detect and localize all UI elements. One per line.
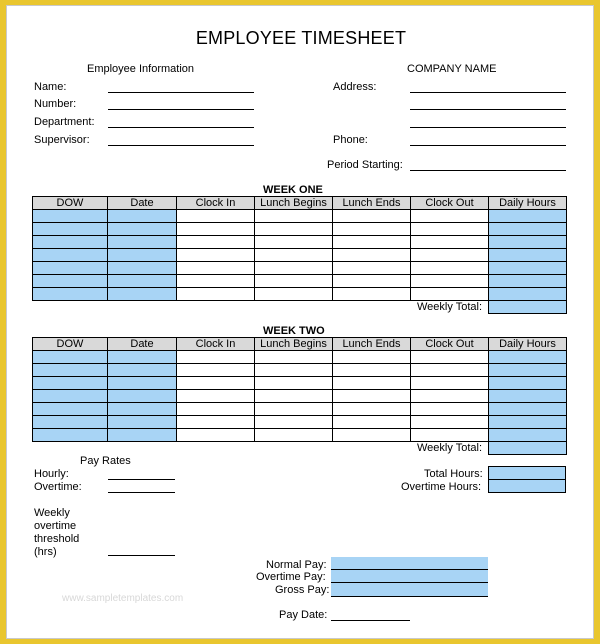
column-header: Lunch Begins [255, 197, 333, 210]
timesheet-cell[interactable] [333, 288, 411, 301]
timesheet-cell[interactable] [411, 403, 489, 416]
weekly-total-label: Weekly Total: [416, 301, 482, 314]
timesheet-cell[interactable] [489, 390, 567, 403]
timesheet-cell[interactable] [33, 236, 108, 249]
employee-info-heading: Employee Information [87, 63, 194, 75]
weekly-total-label: Weekly Total: [416, 442, 482, 455]
phone-label: Phone: [333, 134, 368, 146]
timesheet-cell[interactable] [108, 429, 177, 442]
timesheet-cell[interactable] [333, 262, 411, 275]
table-row [33, 288, 567, 301]
table-row [33, 364, 567, 377]
hourly-label: Hourly: [34, 468, 69, 480]
timesheet-cell[interactable] [333, 364, 411, 377]
overtime-label: Overtime: [34, 481, 82, 493]
column-header: Daily Hours [489, 197, 567, 210]
table-row [33, 262, 567, 275]
table-row [33, 403, 567, 416]
pay-amounts-box[interactable] [331, 557, 488, 597]
week-two-table [32, 337, 567, 455]
timesheet-cell[interactable] [33, 377, 108, 390]
timesheet-cell[interactable] [33, 288, 108, 301]
column-header: Daily Hours [489, 338, 567, 351]
department-label: Department: [34, 116, 95, 128]
timesheet-cell[interactable] [411, 390, 489, 403]
timesheet-cell[interactable] [411, 288, 489, 301]
total-hours-label: Total Hours: [424, 468, 483, 480]
weekly-total-box[interactable] [489, 442, 567, 455]
timesheet-cell[interactable] [489, 377, 567, 390]
timesheet-cell[interactable] [333, 236, 411, 249]
timesheet-cell[interactable] [108, 210, 177, 223]
timesheet-cell[interactable] [108, 262, 177, 275]
timesheet-page [6, 5, 594, 639]
timesheet-cell[interactable] [108, 390, 177, 403]
table-row [33, 351, 567, 364]
timesheet-cell[interactable] [108, 351, 177, 364]
timesheet-cell[interactable] [177, 364, 255, 377]
timesheet-cell[interactable] [255, 288, 333, 301]
timesheet-cell[interactable] [255, 262, 333, 275]
column-header: Lunch Begins [255, 338, 333, 351]
column-header: DOW [33, 197, 108, 210]
weekly-total-row [33, 301, 567, 314]
timesheet-cell[interactable] [411, 429, 489, 442]
timesheet-cell[interactable] [33, 223, 108, 236]
timesheet-cell[interactable] [33, 429, 108, 442]
timesheet-cell[interactable] [411, 223, 489, 236]
column-header: Clock In [177, 197, 255, 210]
pay-date-label: Pay Date: [279, 609, 328, 621]
table-row [33, 210, 567, 223]
timesheet-cell[interactable] [255, 275, 333, 288]
timesheet-cell[interactable] [489, 351, 567, 364]
timesheet-cell[interactable] [489, 416, 567, 429]
timesheet-cell[interactable] [108, 249, 177, 262]
supervisor-field[interactable] [108, 145, 254, 146]
number-field[interactable] [108, 109, 254, 110]
week-two-heading: WEEK TWO [263, 325, 325, 337]
timesheet-cell[interactable] [489, 364, 567, 377]
weekly-total-box[interactable] [489, 301, 567, 314]
timesheet-cell[interactable] [108, 416, 177, 429]
timesheet-cell[interactable] [333, 249, 411, 262]
table-row [33, 390, 567, 403]
number-label: Number: [34, 98, 77, 110]
timesheet-cell[interactable] [33, 249, 108, 262]
timesheet-cell[interactable] [489, 236, 567, 249]
timesheet-cell[interactable] [177, 236, 255, 249]
table-row [33, 275, 567, 288]
timesheet-cell[interactable] [489, 249, 567, 262]
timesheet-cell[interactable] [333, 351, 411, 364]
timesheet-cell[interactable] [255, 351, 333, 364]
name-field[interactable] [108, 92, 254, 93]
overtime-field[interactable] [108, 492, 175, 493]
timesheet-cell[interactable] [333, 390, 411, 403]
timesheet-cell[interactable] [333, 429, 411, 442]
timesheet-cell[interactable] [255, 390, 333, 403]
timesheet-cell[interactable] [489, 403, 567, 416]
threshold-label: Weekly overtime threshold (hrs) [34, 507, 80, 558]
timesheet-cell[interactable] [108, 236, 177, 249]
timesheet-cell[interactable] [411, 236, 489, 249]
timesheet-cell[interactable] [255, 249, 333, 262]
period-starting-label: Period Starting: [327, 159, 403, 171]
timesheet-cell[interactable] [108, 275, 177, 288]
column-header: DOW [33, 338, 108, 351]
timesheet-cell[interactable] [411, 249, 489, 262]
overtime-hours-box[interactable] [488, 479, 566, 493]
timesheet-cell[interactable] [255, 236, 333, 249]
company-name-heading: COMPANY NAME [407, 63, 497, 75]
timesheet-cell[interactable] [108, 364, 177, 377]
weekly-total-row [33, 442, 567, 455]
column-header: Clock In [177, 338, 255, 351]
timesheet-cell[interactable] [33, 210, 108, 223]
table-row [33, 416, 567, 429]
timesheet-cell[interactable] [33, 364, 108, 377]
timesheet-cell[interactable] [33, 390, 108, 403]
timesheet-cell[interactable] [177, 275, 255, 288]
timesheet-cell[interactable] [489, 223, 567, 236]
pay-rates-heading: Pay Rates [80, 455, 131, 467]
timesheet-cell[interactable] [411, 416, 489, 429]
timesheet-cell[interactable] [411, 351, 489, 364]
timesheet-cell[interactable] [108, 223, 177, 236]
timesheet-cell[interactable] [177, 210, 255, 223]
timesheet-cell[interactable] [255, 364, 333, 377]
supervisor-label: Supervisor: [34, 134, 90, 146]
timesheet-cell[interactable] [177, 403, 255, 416]
column-header: Date [108, 338, 177, 351]
timesheet-cell[interactable] [33, 416, 108, 429]
timesheet-cell[interactable] [411, 377, 489, 390]
timesheet-cell[interactable] [177, 377, 255, 390]
timesheet-cell[interactable] [177, 249, 255, 262]
timesheet-cell[interactable] [411, 210, 489, 223]
column-header: Date [108, 197, 177, 210]
column-header: Lunch Ends [333, 197, 411, 210]
hourly-field[interactable] [108, 479, 175, 480]
timesheet-cell[interactable] [177, 262, 255, 275]
period-starting-field[interactable] [410, 170, 566, 171]
timesheet-cell[interactable] [333, 416, 411, 429]
table-row [33, 223, 567, 236]
table-row [33, 236, 567, 249]
week-one-table [32, 196, 567, 314]
normal-pay-label: Normal Pay: [266, 559, 327, 571]
timesheet-cell[interactable] [33, 275, 108, 288]
timesheet-cell[interactable] [177, 288, 255, 301]
phone-field[interactable] [410, 145, 566, 146]
timesheet-cell[interactable] [177, 416, 255, 429]
timesheet-cell[interactable] [177, 390, 255, 403]
timesheet-cell[interactable] [333, 377, 411, 390]
address-label: Address: [333, 81, 377, 93]
timesheet-cell[interactable] [177, 223, 255, 236]
overtime-hours-label: Overtime Hours: [401, 481, 482, 493]
timesheet-cell[interactable] [255, 223, 333, 236]
watermark: www.sampletemplates.com [62, 593, 184, 604]
page-title: EMPLOYEE TIMESHEET [195, 28, 407, 48]
timesheet-cell[interactable] [177, 351, 255, 364]
overtime-pay-line [331, 582, 488, 583]
department-field[interactable] [108, 127, 254, 128]
timesheet-cell[interactable] [33, 403, 108, 416]
timesheet-cell[interactable] [108, 403, 177, 416]
address-field-1[interactable] [410, 92, 566, 93]
column-header: Clock Out [411, 338, 489, 351]
timesheet-cell[interactable] [33, 351, 108, 364]
timesheet-cell[interactable] [489, 288, 567, 301]
overtime-pay-label: Overtime Pay: [256, 571, 326, 583]
timesheet-cell[interactable] [333, 403, 411, 416]
timesheet-cell[interactable] [411, 262, 489, 275]
table-row [33, 377, 567, 390]
column-header: Lunch Ends [333, 338, 411, 351]
normal-pay-line [331, 569, 488, 570]
timesheet-cell[interactable] [108, 288, 177, 301]
address-field-2[interactable] [410, 109, 566, 110]
timesheet-cell[interactable] [333, 275, 411, 288]
name-label: Name: [34, 81, 67, 93]
timesheet-cell[interactable] [489, 275, 567, 288]
pay-date-field[interactable] [331, 620, 410, 621]
column-header: Clock Out [411, 197, 489, 210]
timesheet-cell[interactable] [108, 377, 177, 390]
total-hours-box[interactable] [488, 466, 566, 480]
timesheet-cell[interactable] [255, 403, 333, 416]
address-field-3[interactable] [410, 127, 566, 128]
timesheet-cell[interactable] [177, 429, 255, 442]
week-one-heading: WEEK ONE [263, 184, 323, 196]
timesheet-cell[interactable] [411, 275, 489, 288]
timesheet-cell[interactable] [333, 210, 411, 223]
threshold-field[interactable] [108, 555, 175, 556]
timesheet-cell[interactable] [489, 429, 567, 442]
timesheet-cell[interactable] [411, 364, 489, 377]
timesheet-cell[interactable] [333, 223, 411, 236]
timesheet-cell[interactable] [255, 429, 333, 442]
timesheet-cell[interactable] [489, 262, 567, 275]
timesheet-cell[interactable] [255, 377, 333, 390]
timesheet-cell[interactable] [255, 210, 333, 223]
gross-pay-label: Gross Pay: [275, 584, 330, 596]
table-row [33, 429, 567, 442]
timesheet-cell[interactable] [489, 210, 567, 223]
timesheet-cell[interactable] [255, 416, 333, 429]
table-row [33, 249, 567, 262]
timesheet-cell[interactable] [33, 262, 108, 275]
